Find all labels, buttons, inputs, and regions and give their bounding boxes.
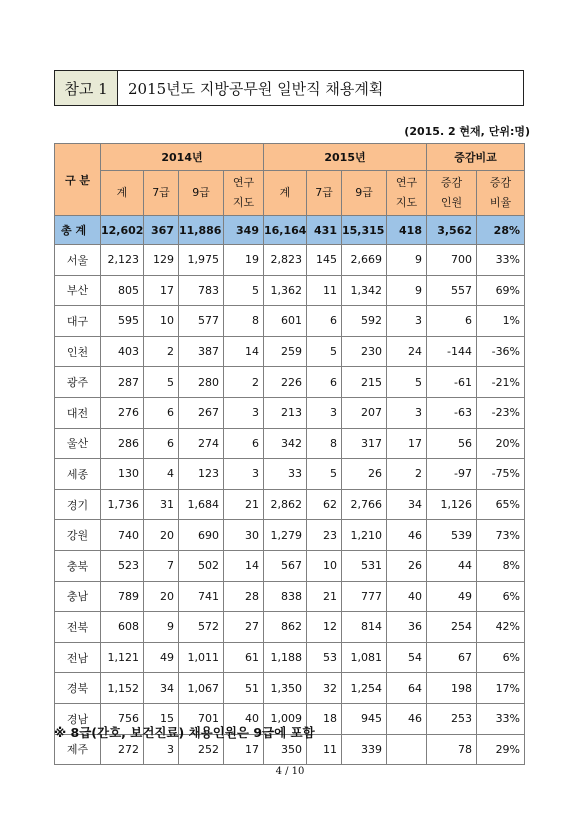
table-cell: 502 [179,550,224,581]
table-cell: 23 [307,520,342,551]
table-cell: 3 [307,397,342,428]
table-cell: 6 [144,397,179,428]
table-cell: 1,126 [427,489,477,520]
table-cell: 36 [387,612,427,643]
region-name: 울산 [55,428,101,459]
table-cell: 14 [224,336,264,367]
table-cell: 44 [427,550,477,581]
table-cell: 403 [101,336,144,367]
subheader-cell: 7급 [144,171,179,216]
table-cell: 65% [477,489,525,520]
table-cell: 26 [387,550,427,581]
table-cell: 531 [342,550,387,581]
table-cell: 9 [144,612,179,643]
table-cell: 805 [101,275,144,306]
table-cell: 945 [342,703,387,734]
table-cell: 2,823 [264,245,307,276]
table-cell: 1% [477,306,525,337]
table-cell: 280 [179,367,224,398]
table-cell: 129 [144,245,179,276]
table-cell: 2,669 [342,245,387,276]
table-cell: 317 [342,428,387,459]
table-cell: 9 [387,275,427,306]
header-2014: 2014년 [101,144,264,171]
region-name: 부산 [55,275,101,306]
table-cell: 862 [264,612,307,643]
table-cell: -63 [427,397,477,428]
table-cell: 3 [144,734,179,765]
table-body [55,216,525,765]
table-cell: 78 [427,734,477,765]
total-cell: 16,164 [264,216,307,245]
table-cell: 1,121 [101,642,144,673]
table-cell: 3 [387,397,427,428]
total-row [55,216,525,245]
table-cell: 1,210 [342,520,387,551]
table-cell: 213 [264,397,307,428]
header-comparison: 증감비교 [427,144,525,171]
table-cell: -144 [427,336,477,367]
table-cell: 1,254 [342,673,387,704]
table-cell: 777 [342,581,387,612]
table-cell: 601 [264,306,307,337]
total-label: 총 계 [55,216,101,245]
table-cell: 32 [307,673,342,704]
table-cell: 62 [307,489,342,520]
table-row [55,459,525,490]
table-cell: 34 [387,489,427,520]
region-name: 광주 [55,367,101,398]
table-cell: 19 [224,245,264,276]
table-cell: 252 [179,734,224,765]
table-cell: 6 [307,306,342,337]
table-cell: 33% [477,245,525,276]
table-cell: 11 [307,734,342,765]
region-name: 경남 [55,703,101,734]
table-cell: 2 [387,459,427,490]
table-cell: 5 [307,459,342,490]
total-cell: 431 [307,216,342,245]
subheader-cell: 증감 인원 [427,171,477,216]
table-cell: 1,081 [342,642,387,673]
subheader-cell: 연구 지도 [224,171,264,216]
table-cell: 33% [477,703,525,734]
header-2015: 2015년 [264,144,427,171]
table-cell: 51 [224,673,264,704]
table-cell: 29% [477,734,525,765]
total-cell: 349 [224,216,264,245]
unit-note: (2015. 2 현재, 단위:명) [404,125,530,138]
table-cell: 6 [307,367,342,398]
table-cell: 123 [179,459,224,490]
table-cell: 539 [427,520,477,551]
table-cell: 5 [307,336,342,367]
table-cell: 1,684 [179,489,224,520]
table-cell: 1,975 [179,245,224,276]
table-cell: 53 [307,642,342,673]
region-name: 인천 [55,336,101,367]
table-cell: 592 [342,306,387,337]
table-row [55,275,525,306]
table-cell: 207 [342,397,387,428]
table-cell: 3 [387,306,427,337]
table-cell: 42% [477,612,525,643]
table-cell: 2 [144,336,179,367]
total-cell: 11,886 [179,216,224,245]
region-name: 대구 [55,306,101,337]
table-cell: 272 [101,734,144,765]
table-cell: 3 [224,459,264,490]
table-cell: 34 [144,673,179,704]
table-cell: 20% [477,428,525,459]
table-row [55,336,525,367]
region-name: 전남 [55,642,101,673]
table-cell: 17 [144,275,179,306]
table-cell: 253 [427,703,477,734]
table-cell: 274 [179,428,224,459]
table-cell: 9 [387,245,427,276]
table-cell: 8% [477,550,525,581]
table-cell: -61 [427,367,477,398]
table-cell: 14 [224,550,264,581]
table-cell: 5 [144,367,179,398]
table-cell: 30 [224,520,264,551]
table-cell: -97 [427,459,477,490]
table-cell: 1,009 [264,703,307,734]
reference-label: 참고 1 [55,71,118,105]
table-cell: 11 [307,275,342,306]
table-cell: 1,362 [264,275,307,306]
subheader-cell: 9급 [179,171,224,216]
document-title: 2015년도 지방공무원 일반직 채용계획 [128,79,384,98]
table-cell: 557 [427,275,477,306]
subheader-cell: 계 [101,171,144,216]
table-cell: 40 [387,581,427,612]
table-cell: 5 [224,275,264,306]
table-cell: 1,279 [264,520,307,551]
table-cell: 73% [477,520,525,551]
table-cell: 6 [427,306,477,337]
table-cell: 20 [144,581,179,612]
table-cell: 523 [101,550,144,581]
region-name: 경기 [55,489,101,520]
table-cell: 15 [144,703,179,734]
table-cell: 286 [101,428,144,459]
subheader-cell: 9급 [342,171,387,216]
region-name: 충북 [55,550,101,581]
table-cell: 230 [342,336,387,367]
table-cell: 8 [307,428,342,459]
table-cell: -23% [477,397,525,428]
table-cell: 387 [179,336,224,367]
region-name: 전북 [55,612,101,643]
table-cell: 1,152 [101,673,144,704]
table-cell: 226 [264,367,307,398]
table-cell: 1,067 [179,673,224,704]
table-cell: 69% [477,275,525,306]
table-cell: 17 [387,428,427,459]
table-cell: 342 [264,428,307,459]
table-cell: 49 [144,642,179,673]
table-cell: 567 [264,550,307,581]
table-cell: 6% [477,642,525,673]
region-name: 충남 [55,581,101,612]
subheader-cell: 연구 지도 [387,171,427,216]
region-name: 제주 [55,734,101,765]
subheader-cell: 증감 비율 [477,171,525,216]
subheader-cell: 계 [264,171,307,216]
title-box [54,70,524,106]
table-cell: 267 [179,397,224,428]
table-cell: 259 [264,336,307,367]
header-gubun: 구 분 [55,144,101,216]
header-row-sub [55,171,525,216]
table-cell: 64 [387,673,427,704]
table-row [55,673,525,704]
table-cell: 67 [427,642,477,673]
table-cell: 215 [342,367,387,398]
table-cell: 2,766 [342,489,387,520]
table-row [55,520,525,551]
table-cell: 700 [427,245,477,276]
table-cell: 595 [101,306,144,337]
region-name: 서울 [55,245,101,276]
table-cell: 1,011 [179,642,224,673]
table-cell: 276 [101,397,144,428]
table-cell: 20 [144,520,179,551]
table-cell: 2,862 [264,489,307,520]
table-cell: 130 [101,459,144,490]
total-cell: 367 [144,216,179,245]
subheader-cell: 7급 [307,171,342,216]
table-cell: 701 [179,703,224,734]
table-row [55,367,525,398]
table-cell: 26 [342,459,387,490]
total-cell: 15,315 [342,216,387,245]
table-cell: 17 [224,734,264,765]
table-cell: 4 [144,459,179,490]
table-cell: 145 [307,245,342,276]
table-row [55,489,525,520]
header-row-groups [55,144,525,171]
table-cell: 3 [224,397,264,428]
table-cell: 783 [179,275,224,306]
region-name: 강원 [55,520,101,551]
table-row [55,397,525,428]
table-cell: 572 [179,612,224,643]
table-row [55,306,525,337]
footnote: ※ 8급(간호, 보건진료) 채용인원은 9급에 포함 [54,725,315,740]
table-cell: 198 [427,673,477,704]
table-cell: 1,342 [342,275,387,306]
table-cell: 61 [224,642,264,673]
table-row [55,550,525,581]
table-cell: 6% [477,581,525,612]
table-cell: 10 [144,306,179,337]
table-cell: 814 [342,612,387,643]
region-name: 경북 [55,673,101,704]
page-number: 4 / 10 [275,766,305,777]
table-cell: 17% [477,673,525,704]
table-cell: 7 [144,550,179,581]
table-cell: 18 [307,703,342,734]
table-cell: 1,736 [101,489,144,520]
total-cell: 12,602 [101,216,144,245]
total-cell: 418 [387,216,427,245]
table-cell: 40 [224,703,264,734]
table-cell: -75% [477,459,525,490]
table-row [55,245,525,276]
table-cell: 21 [224,489,264,520]
table-row [55,428,525,459]
table-cell: 287 [101,367,144,398]
table-cell: 24 [387,336,427,367]
table-cell: -36% [477,336,525,367]
table-row [55,581,525,612]
table-cell: 756 [101,703,144,734]
hiring-plan-table [54,143,525,765]
table-cell: 6 [224,428,264,459]
total-cell: 3,562 [427,216,477,245]
table-cell: 577 [179,306,224,337]
table-cell: 10 [307,550,342,581]
table-cell: 49 [427,581,477,612]
region-name: 세종 [55,459,101,490]
table-cell: 339 [342,734,387,765]
table-row [55,612,525,643]
table-cell: 8 [224,306,264,337]
table-cell: 5 [387,367,427,398]
table-cell: 789 [101,581,144,612]
table-cell: -21% [477,367,525,398]
table-cell: 31 [144,489,179,520]
table-cell: 12 [307,612,342,643]
table-cell: 54 [387,642,427,673]
table-cell: 741 [179,581,224,612]
region-name: 대전 [55,397,101,428]
table-cell: 21 [307,581,342,612]
table-cell: 254 [427,612,477,643]
table-cell [387,734,427,765]
total-cell: 28% [477,216,525,245]
table-cell: 27 [224,612,264,643]
table-cell: 350 [264,734,307,765]
table-cell: 2,123 [101,245,144,276]
table-cell: 28 [224,581,264,612]
table-cell: 838 [264,581,307,612]
table-cell: 1,188 [264,642,307,673]
table-cell: 56 [427,428,477,459]
table-cell: 33 [264,459,307,490]
table-cell: 1,350 [264,673,307,704]
table-row [55,642,525,673]
table-cell: 46 [387,520,427,551]
table-cell: 6 [144,428,179,459]
table-cell: 2 [224,367,264,398]
table-cell: 690 [179,520,224,551]
table-cell: 608 [101,612,144,643]
table-cell: 46 [387,703,427,734]
table-cell: 740 [101,520,144,551]
